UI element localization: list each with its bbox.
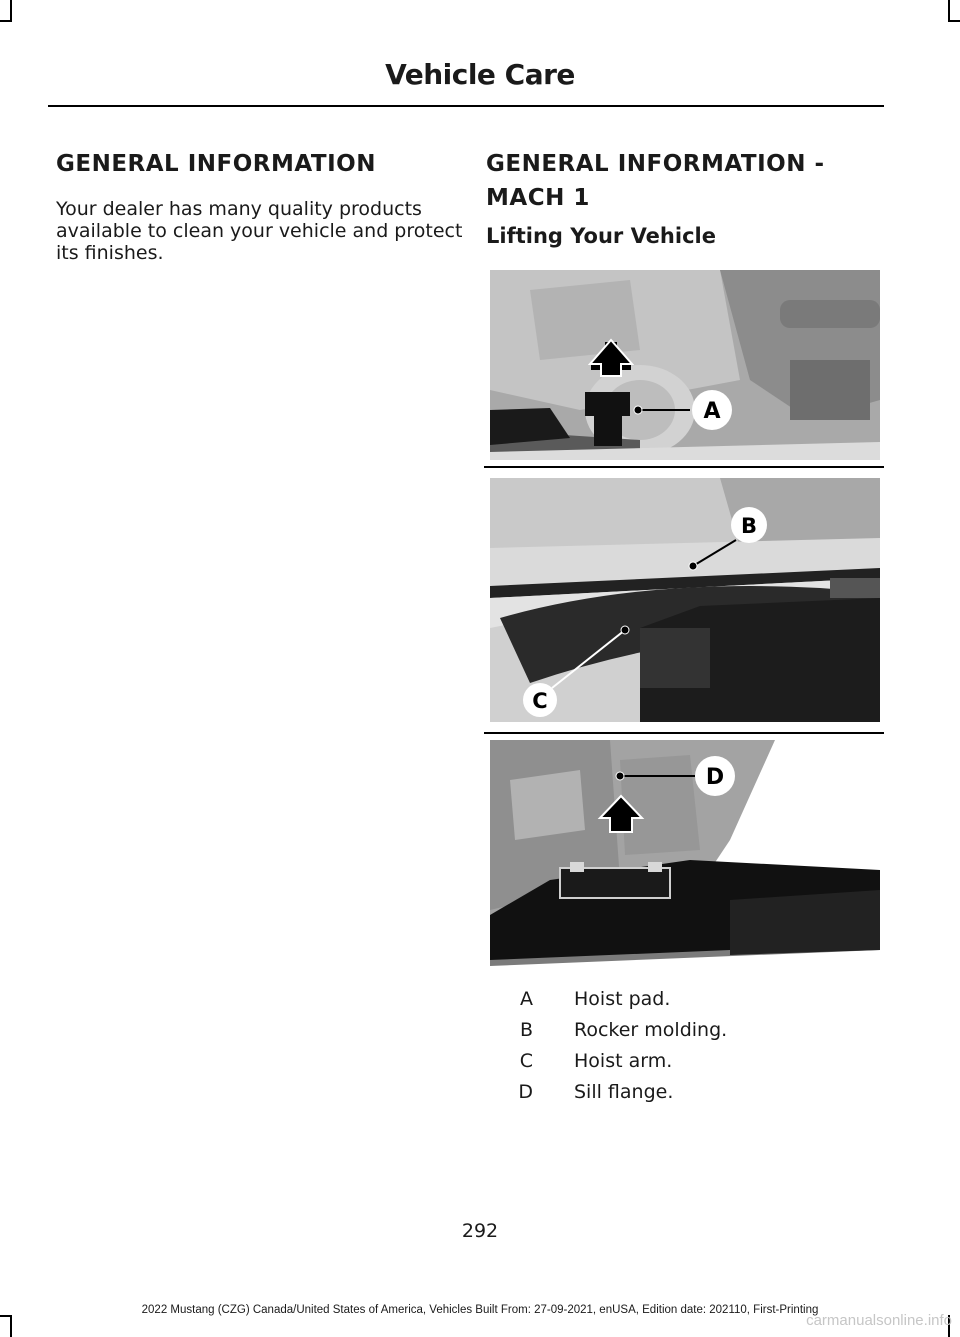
callout-a: A xyxy=(703,399,721,424)
body-line: available to clean your vehicle and protect xyxy=(56,220,463,242)
footer-edition-info: 2022 Mustang (CZG) Canada/United States of America, Vehicles Built From: 27-09-2021, enUSA, Edition date: 202110, First-Printing xyxy=(141,1304,819,1316)
legend-key: A xyxy=(520,988,533,1010)
legend-label: Hoist pad. xyxy=(574,988,671,1010)
section-heading-general-information: GENERAL INFORMATION xyxy=(56,151,376,177)
section-heading-mach1-line1: GENERAL INFORMATION - xyxy=(486,151,825,177)
legend-key: B xyxy=(519,1019,533,1041)
legend-label: Hoist arm. xyxy=(574,1050,673,1072)
crop-mark-bottom-left-v xyxy=(10,1315,12,1337)
watermark: carmanualsonline.info xyxy=(806,1312,952,1329)
callout-b: B xyxy=(740,514,758,538)
subheading-lifting-your-vehicle: Lifting Your Vehicle xyxy=(486,224,716,248)
crop-mark-top-right-v xyxy=(948,0,950,22)
figure-rocker-molding-hoist-arm xyxy=(490,478,880,722)
figure-sill-flange xyxy=(490,740,880,966)
body-line: Your dealer has many quality products xyxy=(56,198,422,220)
page-header-title: Vehicle Care xyxy=(385,58,575,91)
figure-separator xyxy=(484,466,884,468)
section-heading-mach1-line2: MACH 1 xyxy=(486,185,590,211)
crop-mark-top-left-v xyxy=(10,0,12,22)
header-divider xyxy=(48,105,884,107)
page-number: 292 xyxy=(461,1220,499,1242)
figure-separator xyxy=(484,732,884,734)
body-line: its finishes. xyxy=(56,242,164,264)
figure-hoist-pad xyxy=(490,270,880,460)
legend-key: D xyxy=(518,1081,533,1103)
legend-key: C xyxy=(519,1050,533,1072)
crop-mark-top-right-h xyxy=(948,20,960,22)
legend-label: Sill flange. xyxy=(574,1081,674,1103)
callout-c: C xyxy=(532,689,548,713)
crop-mark-top-left-h xyxy=(0,20,12,22)
callout-d: D xyxy=(705,765,725,790)
legend-label: Rocker molding. xyxy=(574,1019,728,1041)
